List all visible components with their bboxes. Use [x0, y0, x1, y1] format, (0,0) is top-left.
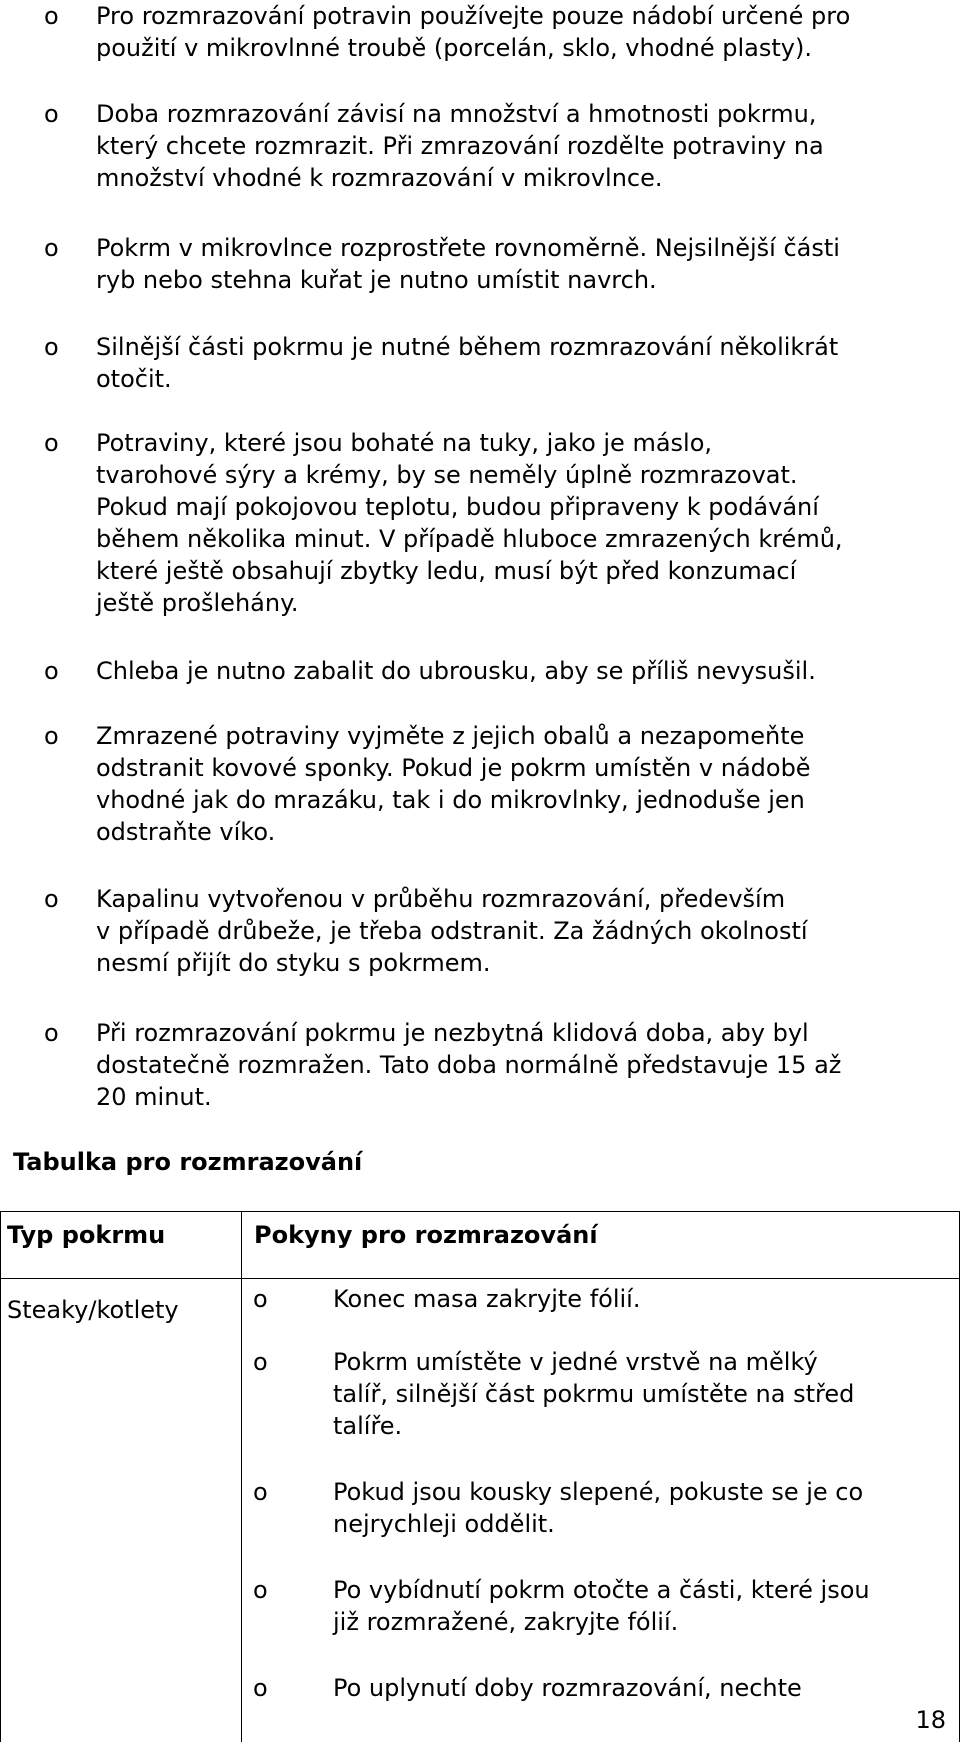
bullet-marker: o — [44, 657, 59, 685]
bullet-marker: o — [44, 234, 59, 262]
text-line: během několika minut. V případě hluboce zmrazených krémů, — [96, 525, 843, 553]
text-line: Chleba je nutno zabalit do ubrousku, aby se příliš nevysušil. — [96, 657, 816, 685]
page-number: 18 — [915, 1706, 946, 1734]
text-line: ryb nebo stehna kuřat je nutno umístit navrch. — [96, 266, 657, 294]
text-line: nejrychleji oddělit. — [333, 1510, 555, 1538]
text-line: v případě drůbeže, je třeba odstranit. Za žádných okolností — [96, 917, 808, 945]
text-line: Silnější části pokrmu je nutné během rozmrazování několikrát — [96, 333, 839, 361]
bullet-marker: o — [44, 722, 59, 750]
bullet-marker: o — [44, 333, 59, 361]
text-line: již rozmražené, zakryjte fólií. — [333, 1608, 679, 1636]
text-line: Pokud jsou kousky slepené, pokuste se je co — [333, 1478, 864, 1506]
table-instruction-text — [333, 1672, 953, 1704]
text-line: Po uplynutí doby rozmrazování, nechte — [333, 1674, 802, 1702]
text-line: použití v mikrovlnné troubě (porcelán, sklo, vhodné plasty). — [96, 34, 812, 62]
text-line: Při rozmrazování pokrmu je nezbytná klidová doba, aby byl — [96, 1019, 809, 1047]
food-type-cell: Steaky/kotlety — [7, 1296, 179, 1324]
text-line: Potraviny, které jsou bohaté na tuky, jako je máslo, — [96, 429, 713, 457]
text-line: Zmrazené potraviny vyjměte z jejich obalů a nezapomeňte — [96, 722, 805, 750]
bullet-marker: o — [44, 885, 59, 913]
text-line: Pro rozmrazování potravin používejte pouze nádobí určené pro — [96, 2, 851, 30]
table-instruction-text — [333, 1476, 953, 1540]
bullet-marker: o — [253, 1576, 268, 1604]
column-divider — [241, 1212, 242, 1742]
text-line: Kapalinu vytvořenou v průběhu rozmrazování, především — [96, 885, 786, 913]
instruction-text — [96, 883, 946, 979]
bullet-marker: o — [253, 1674, 268, 1702]
text-line: Pokud mají pokojovou teplotu, budou připraveny k podávání — [96, 493, 819, 521]
instruction-text — [96, 1017, 946, 1113]
text-line: Konec masa zakryjte fólií. — [333, 1285, 641, 1313]
bullet-marker: o — [44, 2, 59, 30]
column-header-instructions: Pokyny pro rozmrazování — [254, 1221, 598, 1249]
bullet-marker: o — [253, 1348, 268, 1376]
instruction-text — [96, 427, 946, 619]
text-line: talíř, silnější část pokrmu umístěte na střed — [333, 1380, 855, 1408]
bullet-marker: o — [44, 100, 59, 128]
table-instruction-text — [333, 1574, 953, 1638]
text-line: Po vybídnutí pokrm otočte a části, které jsou — [333, 1576, 870, 1604]
text-line: Pokrm umístěte v jedné vrstvě na mělký — [333, 1348, 818, 1376]
text-line: nesmí přijít do styku s pokrmem. — [96, 949, 491, 977]
bullet-marker: o — [253, 1478, 268, 1506]
text-line: dostatečně rozmražen. Tato doba normálně představuje 15 až — [96, 1051, 842, 1079]
text-line: 20 minut. — [96, 1083, 212, 1111]
bullet-marker: o — [253, 1285, 268, 1313]
text-line: vhodné jak do mrazáku, tak i do mikrovlnky, jednoduše jen — [96, 786, 805, 814]
text-line: talíře. — [333, 1412, 403, 1440]
text-line: Doba rozmrazování závisí na množství a hmotnosti pokrmu, — [96, 100, 817, 128]
table-instruction-text — [333, 1346, 953, 1442]
column-header-food-type: Typ pokrmu — [7, 1221, 166, 1249]
text-line: odstranit kovové sponky. Pokud je pokrm umístěn v nádobě — [96, 754, 811, 782]
header-divider — [1, 1278, 959, 1279]
instruction-text — [96, 98, 946, 194]
text-line: tvarohové sýry a krémy, by se neměly úplně rozmrazovat. — [96, 461, 798, 489]
instruction-text — [96, 0, 946, 64]
text-line: který chcete rozmrazit. Při zmrazování rozdělte potraviny na — [96, 132, 824, 160]
text-line: Pokrm v mikrovlnce rozprostřete rovnoměrně. Nejsilnější části — [96, 234, 840, 262]
instruction-text — [96, 720, 946, 848]
text-line: které ještě obsahují zbytky ledu, musí být před konzumací — [96, 557, 797, 585]
instruction-text — [96, 232, 946, 296]
bullet-marker: o — [44, 429, 59, 457]
instruction-text — [96, 655, 946, 687]
text-line: množství vhodné k rozmrazování v mikrovlnce. — [96, 164, 663, 192]
table-heading: Tabulka pro rozmrazování — [13, 1148, 363, 1176]
table-instruction-text — [333, 1283, 953, 1315]
instruction-text — [96, 331, 946, 395]
text-line: otočit. — [96, 365, 172, 393]
text-line: ještě prošlehány. — [96, 589, 299, 617]
bullet-marker: o — [44, 1019, 59, 1047]
text-line: odstraňte víko. — [96, 818, 276, 846]
